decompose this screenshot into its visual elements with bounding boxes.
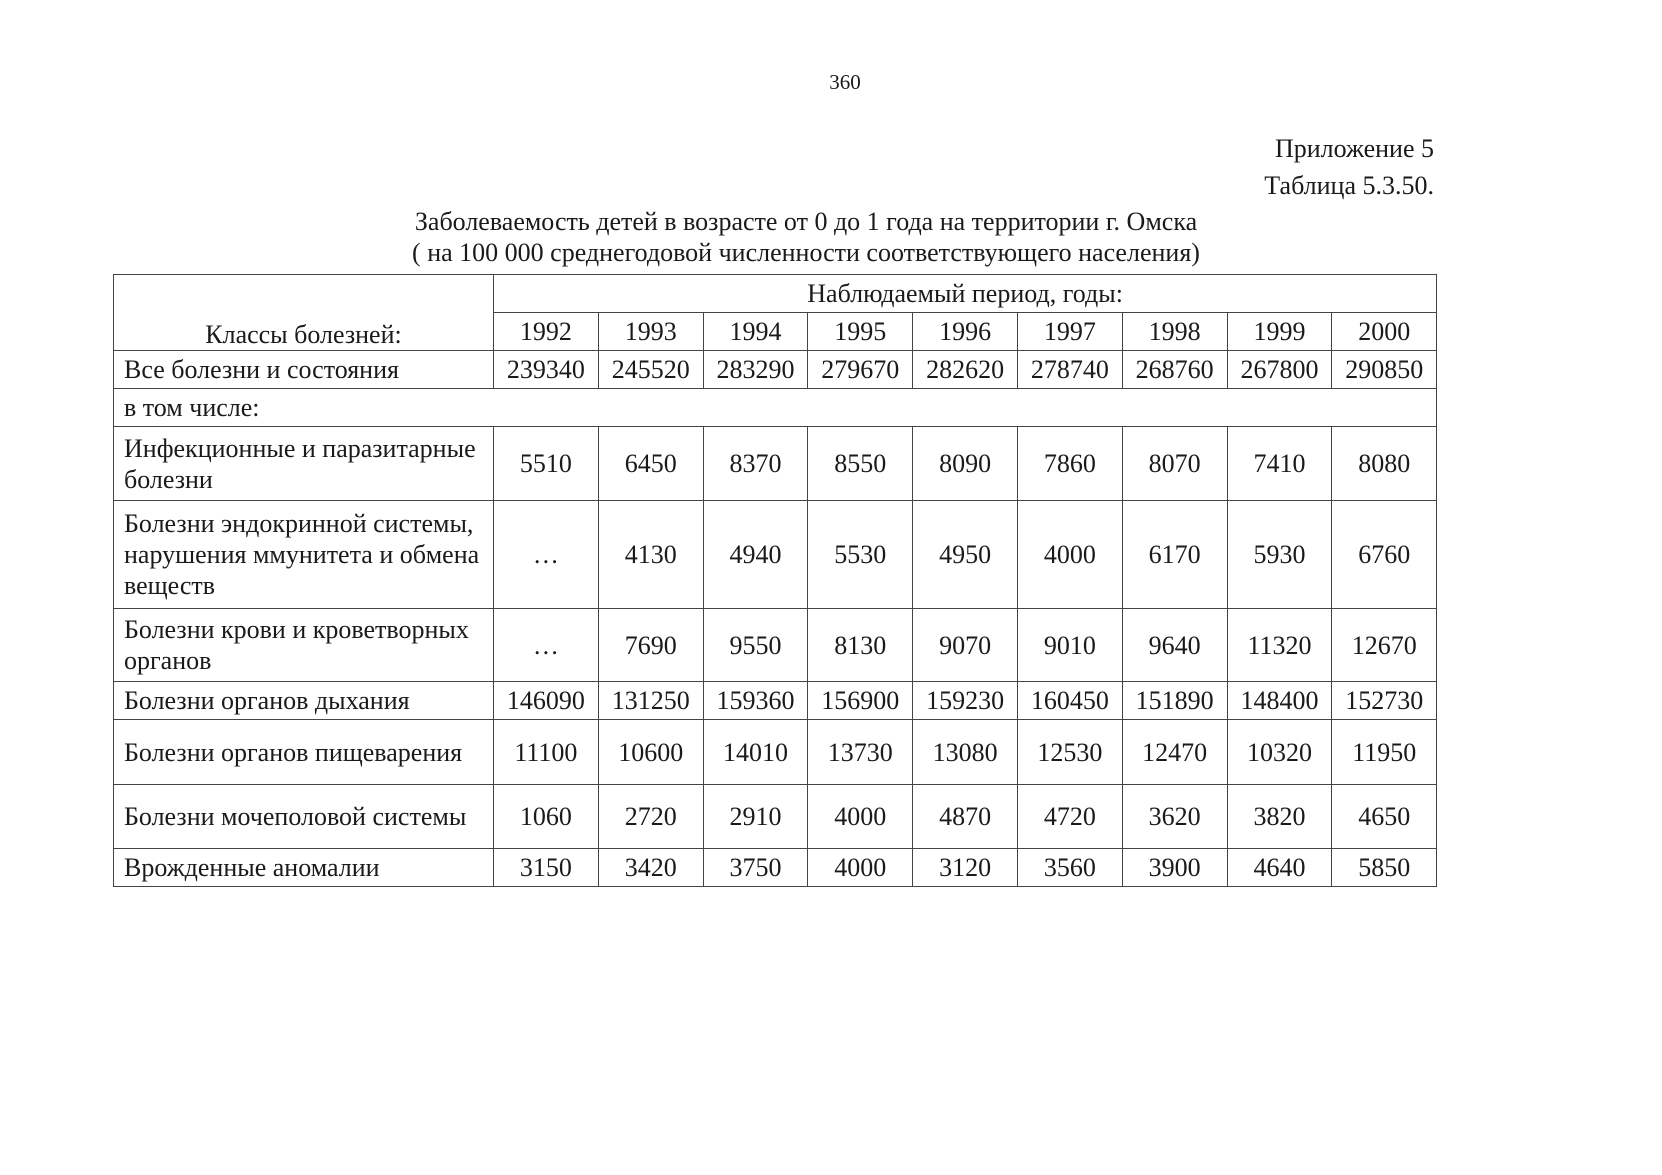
- table-cell: 4130: [598, 501, 703, 609]
- table-cell: 131250: [598, 682, 703, 720]
- table-cell: 5510: [494, 427, 599, 501]
- title-line-2: ( на 100 000 среднегодовой численности соответствующего населения): [412, 238, 1200, 267]
- table-cell: 11320: [1227, 609, 1332, 682]
- year-header: 1998: [1122, 313, 1227, 351]
- year-header: 1992: [494, 313, 599, 351]
- year-header: 2000: [1332, 313, 1437, 351]
- year-header: 1996: [913, 313, 1018, 351]
- table-cell: 3150: [494, 849, 599, 887]
- table-cell: 7860: [1017, 427, 1122, 501]
- table-cell: 160450: [1017, 682, 1122, 720]
- table-row: [114, 849, 1437, 887]
- table-row: [114, 720, 1437, 785]
- row-label: Инфекционные и паразитарные болезни: [114, 427, 494, 501]
- table-cell: 4000: [1017, 501, 1122, 609]
- table-row: [114, 609, 1437, 682]
- row-label: Болезни мочеполовой системы: [114, 785, 494, 849]
- table-number: Таблица 5.3.50.: [1264, 171, 1434, 200]
- appendix-block: [1264, 130, 1434, 204]
- year-header: 1993: [598, 313, 703, 351]
- table-cell: 278740: [1017, 351, 1122, 389]
- row-label: Врожденные аномалии: [114, 849, 494, 887]
- table-cell: 4870: [913, 785, 1018, 849]
- table-cell: …: [494, 501, 599, 609]
- table-row: [114, 682, 1437, 720]
- row-label: Болезни эндокринной системы, нарушения ммунитета и обмена веществ: [114, 501, 494, 609]
- year-header: 1997: [1017, 313, 1122, 351]
- table-cell: 3820: [1227, 785, 1332, 849]
- table-cell: 6450: [598, 427, 703, 501]
- table-cell: 2910: [703, 785, 808, 849]
- title-line-1: Заболеваемость детей в возрасте от 0 до 1 года на территории г. Омска: [414, 207, 1198, 236]
- table-cell: 7410: [1227, 427, 1332, 501]
- table-cell: 7690: [598, 609, 703, 682]
- table-cell: 3900: [1122, 849, 1227, 887]
- table-cell: 9070: [913, 609, 1018, 682]
- table-cell: 8550: [808, 427, 913, 501]
- table-cell: 245520: [598, 351, 703, 389]
- table-title: [0, 206, 1612, 268]
- table-cell: 6170: [1122, 501, 1227, 609]
- table-cell: 4940: [703, 501, 808, 609]
- table-cell: 146090: [494, 682, 599, 720]
- table-cell: 152730: [1332, 682, 1437, 720]
- table-cell: 4000: [808, 785, 913, 849]
- table-cell: 5930: [1227, 501, 1332, 609]
- table-cell: 3420: [598, 849, 703, 887]
- header-row-period: [114, 275, 1437, 313]
- table-cell: 10600: [598, 720, 703, 785]
- table-cell: 5530: [808, 501, 913, 609]
- class-header: Классы болезней:: [114, 275, 494, 351]
- table-cell: 11100: [494, 720, 599, 785]
- table-cell: 14010: [703, 720, 808, 785]
- table-cell: 5850: [1332, 849, 1437, 887]
- table-cell: 9550: [703, 609, 808, 682]
- table-cell: 267800: [1227, 351, 1332, 389]
- table-cell: 159360: [703, 682, 808, 720]
- table-cell: 12670: [1332, 609, 1437, 682]
- table-cell: 159230: [913, 682, 1018, 720]
- table-cell: 156900: [808, 682, 913, 720]
- table-cell: 3120: [913, 849, 1018, 887]
- table-cell: 12530: [1017, 720, 1122, 785]
- table-cell: 3620: [1122, 785, 1227, 849]
- year-header: 1994: [703, 313, 808, 351]
- table-cell: 4650: [1332, 785, 1437, 849]
- table-cell: 9640: [1122, 609, 1227, 682]
- table-cell: 4640: [1227, 849, 1332, 887]
- table-cell: 282620: [913, 351, 1018, 389]
- row-label: Болезни крови и кроветворных органов: [114, 609, 494, 682]
- year-header: 1999: [1227, 313, 1332, 351]
- period-header: Наблюдаемый период, годы:: [494, 275, 1437, 313]
- table-row: [114, 501, 1437, 609]
- table-cell: 8070: [1122, 427, 1227, 501]
- table-cell: 4950: [913, 501, 1018, 609]
- table-cell: 8370: [703, 427, 808, 501]
- table-cell: 268760: [1122, 351, 1227, 389]
- table-cell: 3560: [1017, 849, 1122, 887]
- including-label: в том числе:: [114, 389, 1437, 427]
- table-cell: 13730: [808, 720, 913, 785]
- year-header: 1995: [808, 313, 913, 351]
- table-cell: 8080: [1332, 427, 1437, 501]
- morbidity-table: [113, 274, 1437, 887]
- table-cell: 4720: [1017, 785, 1122, 849]
- table-cell: 290850: [1332, 351, 1437, 389]
- table-cell: 12470: [1122, 720, 1227, 785]
- table-cell: 151890: [1122, 682, 1227, 720]
- row-label: Все болезни и состояния: [114, 351, 494, 389]
- table-cell: …: [494, 609, 599, 682]
- table-cell: 2720: [598, 785, 703, 849]
- table-cell: 3750: [703, 849, 808, 887]
- table-cell: 9010: [1017, 609, 1122, 682]
- table-row: [114, 785, 1437, 849]
- including-row: [114, 389, 1437, 427]
- table-cell: 6760: [1332, 501, 1437, 609]
- row-label: Болезни органов пищеварения: [114, 720, 494, 785]
- table-cell: 148400: [1227, 682, 1332, 720]
- appendix-label: Приложение 5: [1274, 134, 1434, 163]
- table-cell: 11950: [1332, 720, 1437, 785]
- table-cell: 13080: [913, 720, 1018, 785]
- table-cell: 8090: [913, 427, 1018, 501]
- table-cell: 10320: [1227, 720, 1332, 785]
- table-cell: 283290: [703, 351, 808, 389]
- table-row: [114, 351, 1437, 389]
- table-row: [114, 427, 1437, 501]
- table-cell: 8130: [808, 609, 913, 682]
- table-cell: 279670: [808, 351, 913, 389]
- page-number: 360: [829, 70, 861, 94]
- row-label: Болезни органов дыхания: [114, 682, 494, 720]
- table-cell: 1060: [494, 785, 599, 849]
- table-cell: 4000: [808, 849, 913, 887]
- table-cell: 239340: [494, 351, 599, 389]
